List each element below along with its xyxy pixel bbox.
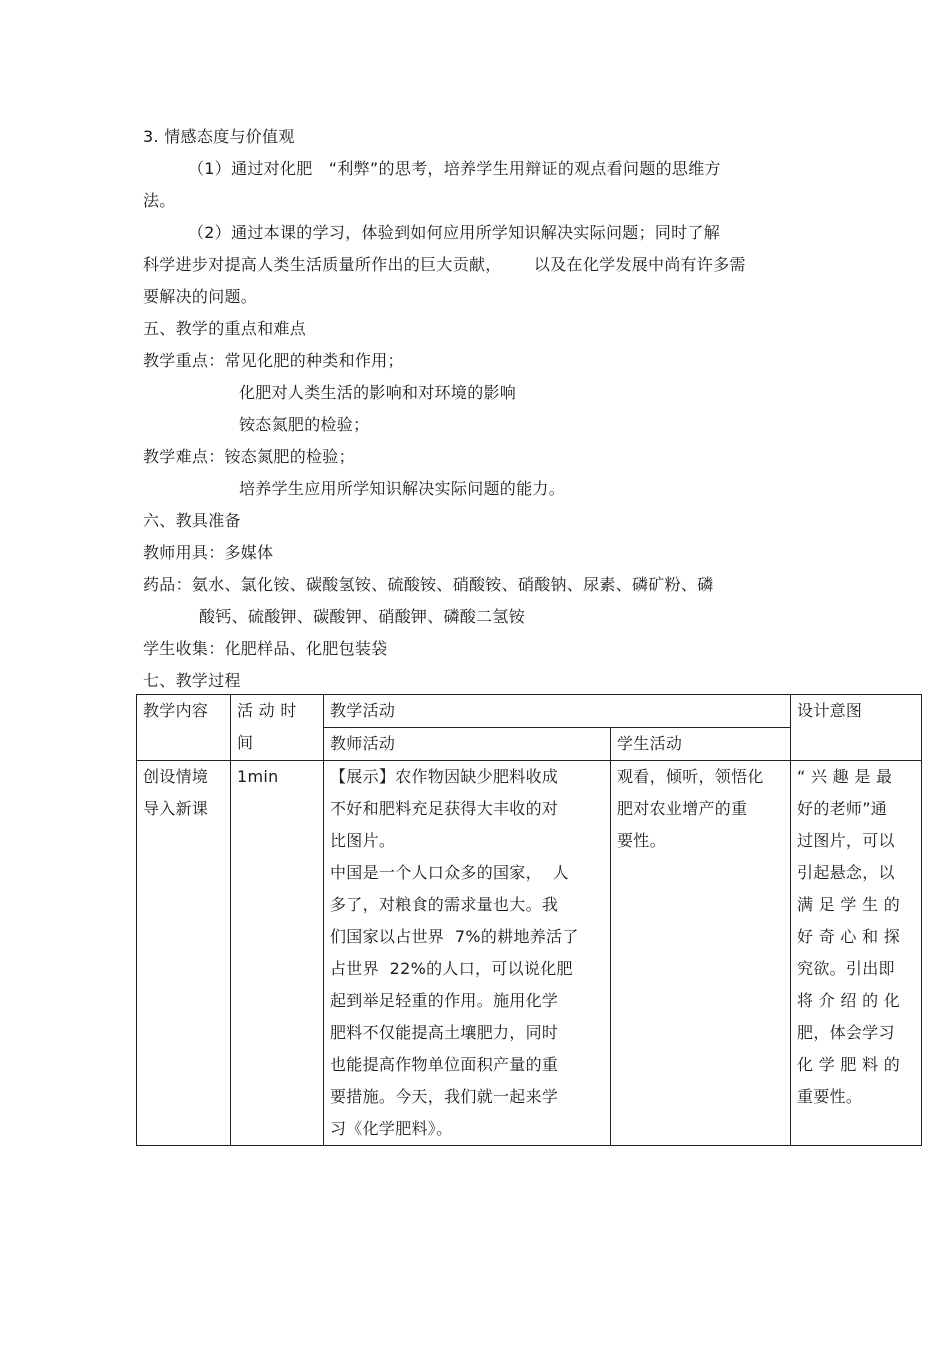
header-content: 教学内容 (137, 695, 231, 761)
paragraph-1-line-1: （1）通过对化肥 “利弊”的思考，培养学生用辩证的观点看问题的思维方 (188, 159, 721, 178)
difficulty-label: 教学难点：铵态氮肥的检验； (143, 447, 355, 466)
table-row (137, 761, 922, 1146)
key-points-label: 教学重点：常见化肥的种类和作用； (143, 351, 404, 370)
difficulty-2: 培养学生应用所学知识解决实际问题的能力。 (239, 479, 566, 498)
paragraph-2-line-2: 科学进步对提高人类生活质量所作出的巨大贡献， 以及在化学发展中尚有许多需 (143, 255, 746, 274)
teaching-process-table (136, 694, 922, 1146)
section-heading-7: 七、教学过程 (143, 671, 241, 690)
paragraph-2-line-1: （2）通过本课的学习，体验到如何应用所学知识解决实际问题；同时了解 (188, 223, 721, 242)
section-heading-6: 六、教具准备 (143, 511, 241, 530)
cell-design-intent: “ 兴 趣 是 最 好的老师”通 过图片，可以 引起悬念，以 满 足 学 生 的 好 奇 心 和 探 究欲。引出即 将 介 绍 的 化 肥，体会学习 化 学 肥 料 的 重要性。 (791, 761, 922, 1146)
key-point-2: 化肥对人类生活的影响和对环境的影响 (239, 383, 517, 402)
section-heading-5: 五、教学的重点和难点 (143, 319, 307, 338)
teacher-tools: 教师用具：多媒体 (143, 543, 274, 562)
section-heading-3: 3. 情感态度与价值观 (143, 127, 295, 146)
cell-time: 1min (231, 761, 324, 1146)
paragraph-1-line-2: 法。 (143, 191, 176, 210)
key-point-3: 铵态氮肥的检验； (239, 415, 370, 434)
header-teacher: 教师活动 (324, 728, 611, 761)
header-design: 设计意图 (791, 695, 922, 761)
student-collect: 学生收集：化肥样品、化肥包装袋 (143, 639, 388, 658)
drugs-line-2: 酸钙、硫酸钾、碳酸钾、硝酸钾、磷酸二氢铵 (199, 607, 526, 626)
cell-student-activity: 观看，倾听，领悟化 肥对农业增产的重 要性。 (611, 761, 791, 1146)
cell-teacher-activity: 【展示】农作物因缺少肥料收成 不好和肥料充足获得大丰收的对 比图片。 中国是一个人口众多的国家， 人 多了，对粮食的需求量也大。我 们国家以占世界 7%的耕地养活了 占世界 22%的人口，可以说化肥 起到举足轻重的作用。施用化学 肥料不仅能提高土壤肥力，同时 也能提高作物单位面积产量的重 要措施。今天，我们就一起来学 习《化学肥料》。 (324, 761, 611, 1146)
paragraph-2-line-3: 要解决的问题。 (143, 287, 258, 306)
header-time: 活 动 时 间 (231, 695, 324, 761)
cell-content: 创设情境 导入新课 (137, 761, 231, 1146)
header-activity: 教学活动 (324, 695, 791, 728)
drugs-line-1: 药品：氨水、氯化铵、碳酸氢铵、硫酸铵、硝酸铵、硝酸钠、尿素、磷矿粉、磷 (143, 575, 714, 594)
header-student: 学生活动 (611, 728, 791, 761)
